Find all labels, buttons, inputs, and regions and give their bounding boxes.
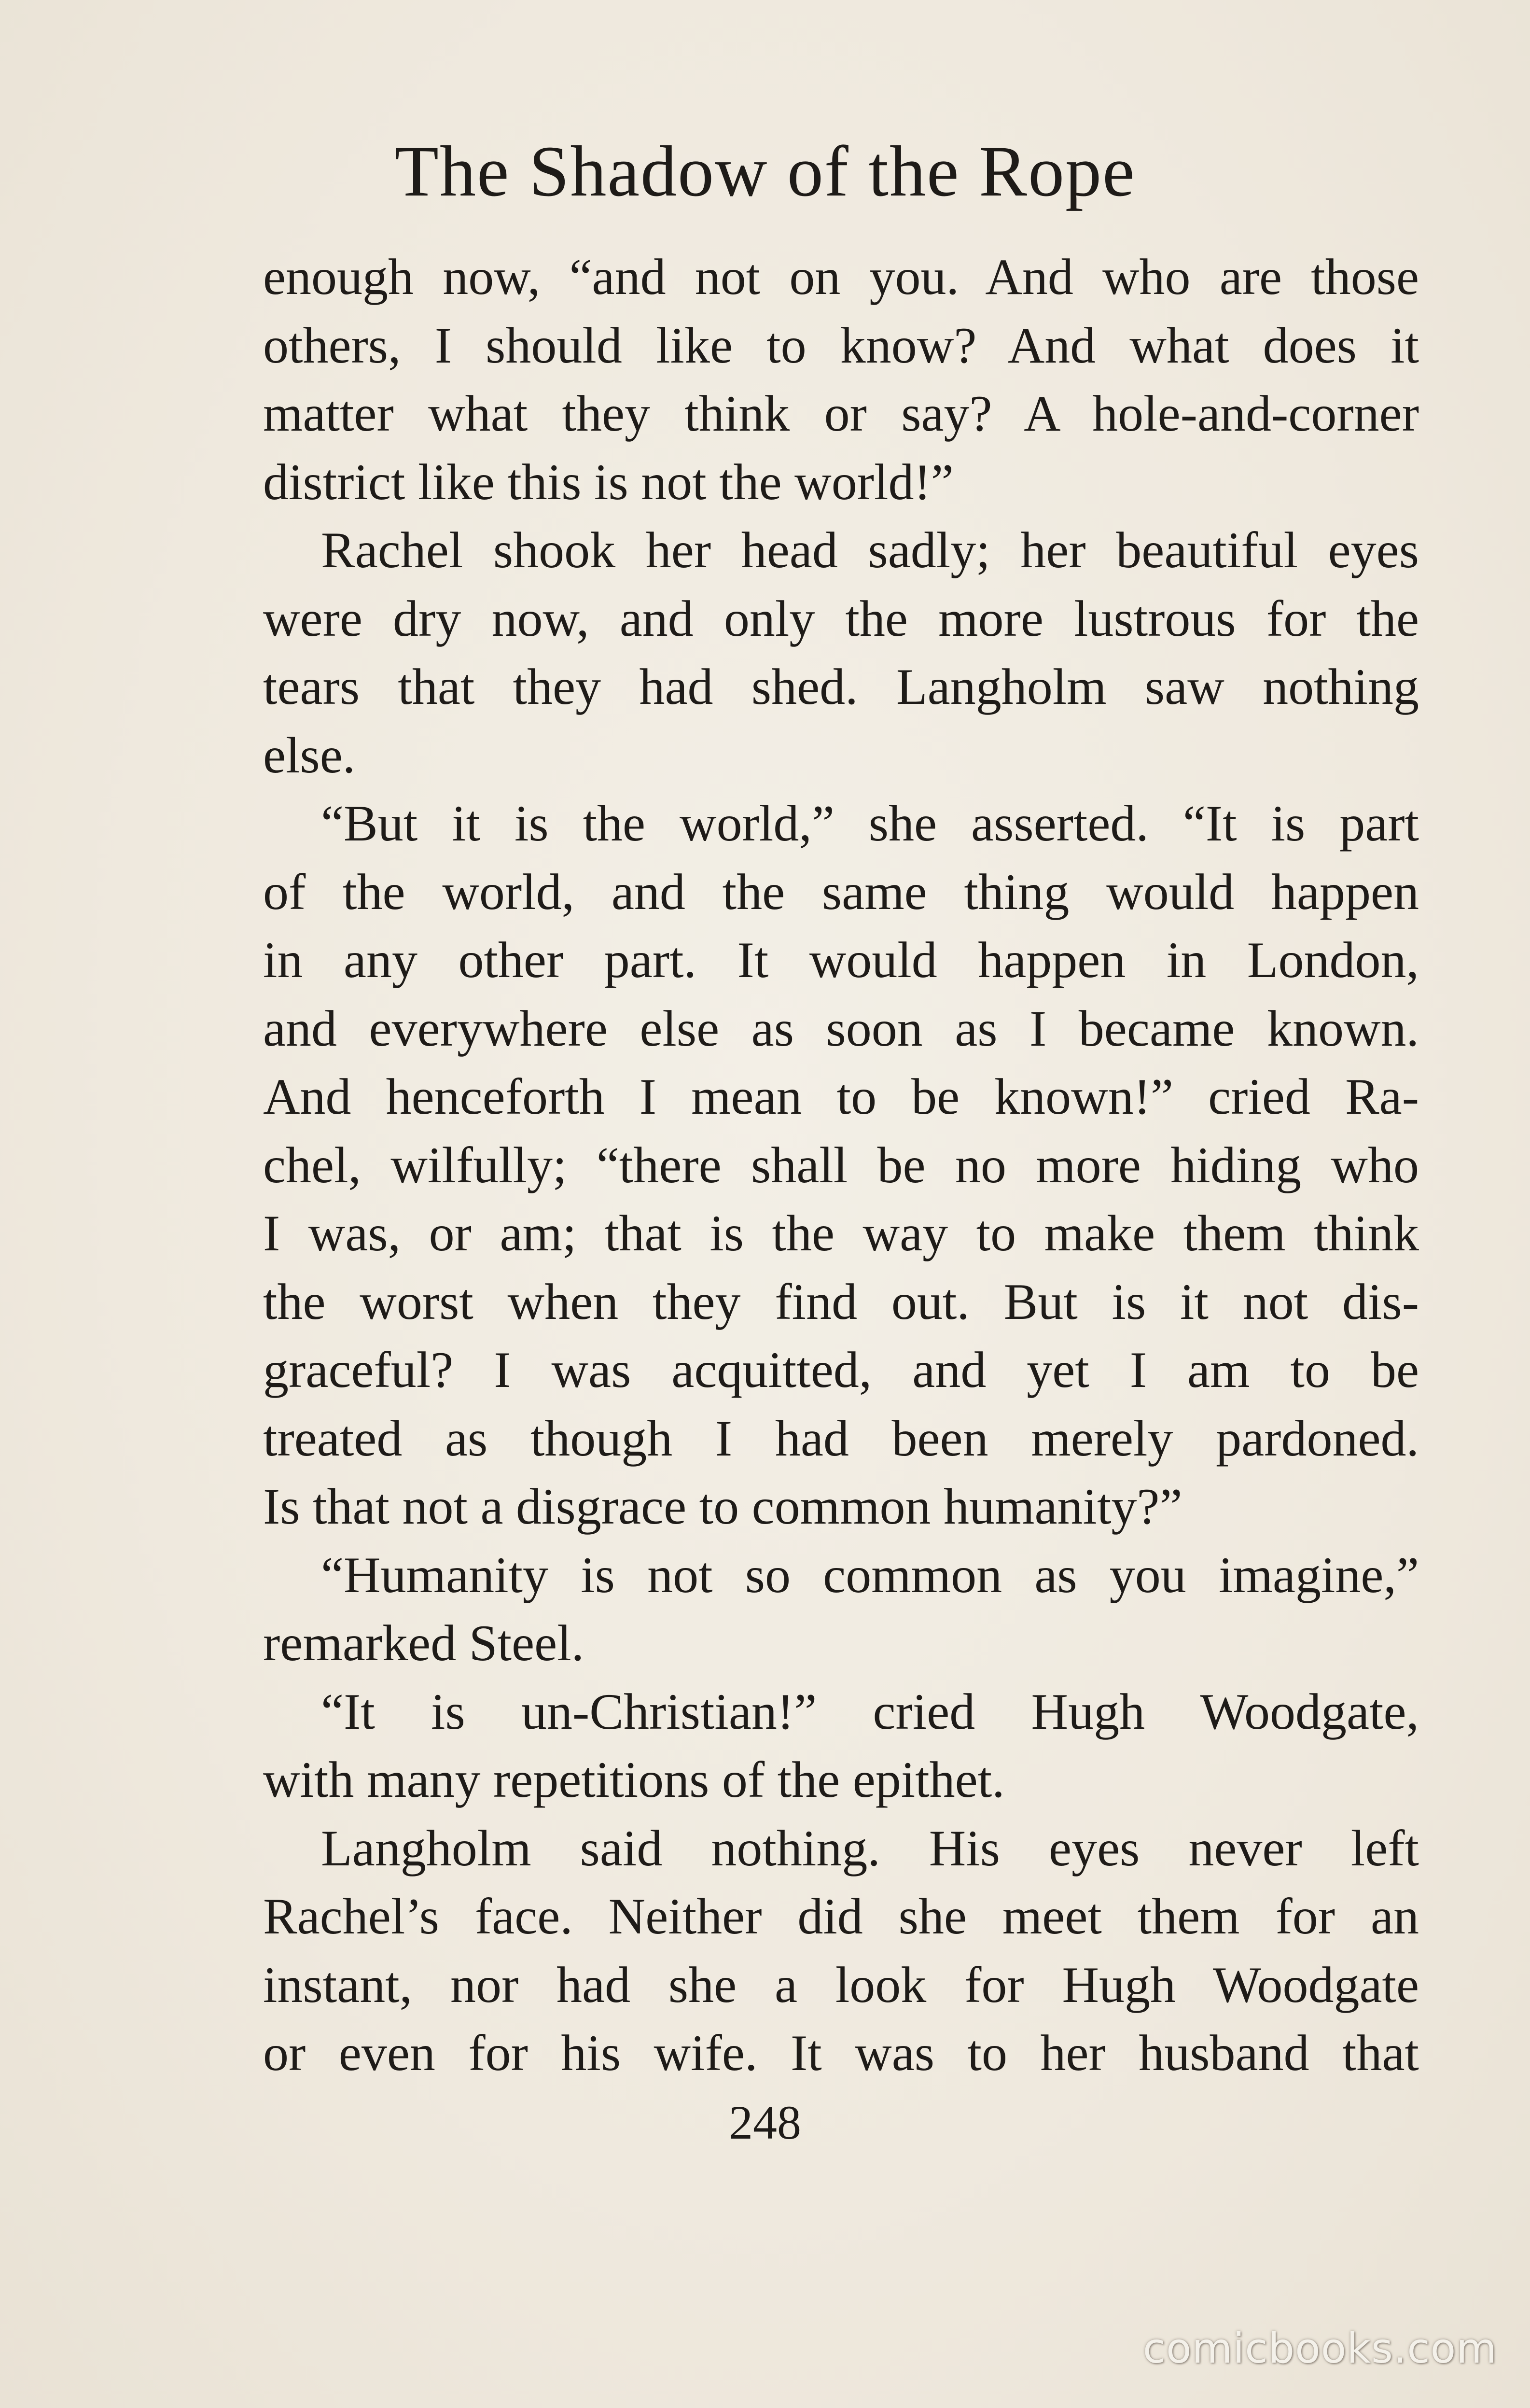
text-line: chel, wilfully; “there shall be no more hiding who [263,1136,1419,1193]
text-line: tears that they had shed. Langholm saw nothing [263,658,1419,715]
text-line: remarked Steel. [263,1615,584,1671]
text-line: “But it is the world,” she asserted. “It is part [321,795,1419,852]
page-number: 248 [729,2096,801,2149]
text-line: or even for his wife. It was to her husband that [263,2025,1419,2081]
text-line: Is that not a disgrace to common humanity?” [263,1478,1182,1535]
running-head: The Shadow of the Rope [394,131,1136,211]
text-line: “Humanity is not so common as you imagine,” [321,1546,1419,1603]
watermark: comicbooks.com [1142,2324,1497,2373]
text-line: were dry now, and only the more lustrous for the [263,590,1419,647]
text-line: enough now, “and not on you. And who are those [263,249,1419,305]
text-line: Rachel’s face. Neither did she meet them for an [263,1888,1419,1945]
text-line: else. [263,727,356,784]
text-line: instant, nor had she a look for Hugh Woodgate [263,1956,1419,2013]
text-line: Rachel shook her head sadly; her beautiful eyes [321,522,1419,578]
text-line: in any other part. It would happen in London, [263,932,1419,988]
text-line: And henceforth I mean to be known!” cried Ra- [263,1068,1419,1125]
text-line: graceful? I was acquitted, and yet I am to be [263,1342,1419,1398]
text-line: of the world, and the same thing would happen [263,863,1419,920]
text-line: district like this is not the world!” [263,453,954,510]
text-line: I was, or am; that is the way to make them think [263,1205,1419,1261]
body-text [263,243,1419,2087]
text-line: “It is un-Christian!” cried Hugh Woodgate, [321,1683,1419,1740]
text-line: Langholm said nothing. His eyes never left [321,1820,1419,1876]
text-line: with many repetitions of the epithet. [263,1751,1005,1808]
text-line: and everywhere else as soon as I became known. [263,1000,1419,1057]
text-line: the worst when they find out. But is it not dis- [263,1273,1419,1330]
text-line: matter what they think or say? A hole-and-corner [263,385,1419,442]
text-line: others, I should like to know? And what does it [263,317,1419,374]
text-line: treated as though I had been merely pardoned. [263,1410,1419,1467]
